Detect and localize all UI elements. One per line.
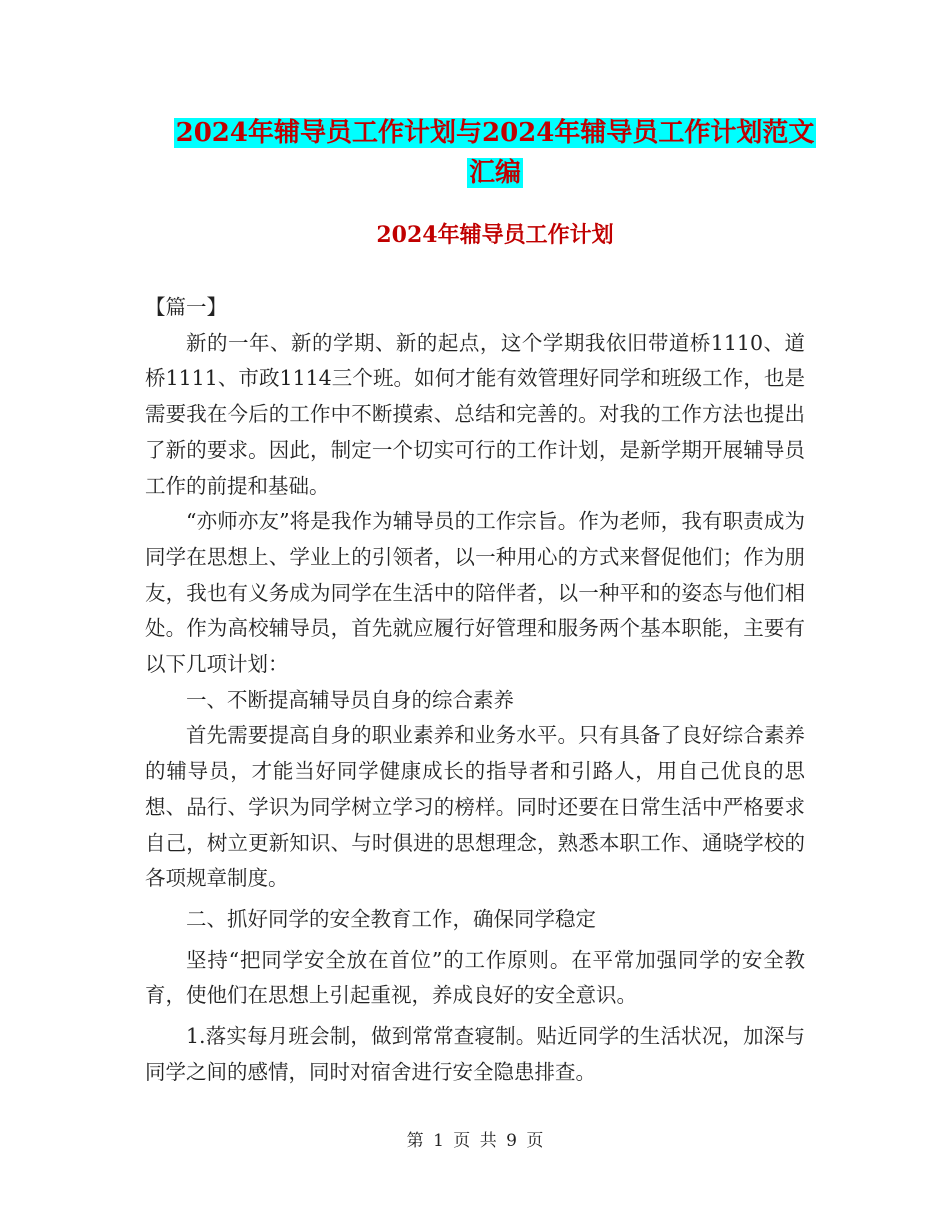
paragraph-intro: 新的一年、新的学期、新的起点，这个学期我依旧带道桥1110、道桥1111、市政1114三个班。如何才能有效管理好同学和班级工作，也是需要我在今后的工作中不断摸索、总结和完善的。对我的工作方法也提出了新的要求。因此，制定一个切实可行的工作计划，是新学期开展辅导员工作的前提和基础。 <box>145 330 805 498</box>
document-body <box>145 290 805 1090</box>
title-line-2: 汇编 <box>468 158 521 188</box>
title-line-1: 2024年辅导员工作计划与2024年辅导员工作计划范文 <box>175 118 815 148</box>
paragraph-work-principle: “亦师亦友”将是我作为辅导员的工作宗旨。作为老师，我有职责成为同学在思想上、学业上的引领者，以一种用心的方式来督促他们；作为朋友，我也有义务成为同学在生活中的陪伴者，以一种平和的姿态与他们相处。作为高校辅导员，首先就应履行好管理和服务两个基本职能，主要有以下几项计划： <box>145 509 805 677</box>
section-title: 2024年辅导员工作计划 <box>376 222 614 248</box>
page-footer: 第 1 页 共 9 页 <box>406 1131 544 1151</box>
document-title <box>140 113 850 193</box>
section-label: 【篇一】 <box>145 295 227 319</box>
paragraph-item-2: 坚持“把同学安全放在首位”的工作原则。在平常加强同学的安全教育，使他们在思想上引起重视，养成良好的安全意识。 <box>145 947 805 1008</box>
heading-item-1: 一、不断提高辅导员自身的综合素养 <box>186 687 514 712</box>
paragraph-item-2-1: 1.落实每月班会制，做到常常查寝制。贴近同学的生活状况，加深与同学之间的感情，同时对宿舍进行安全隐患排查。 <box>145 1024 805 1084</box>
heading-item-2: 二、抓好同学的安全教育工作，确保同学稳定 <box>186 906 596 931</box>
paragraph-item-1: 首先需要提高自身的职业素养和业务水平。只有具备了良好综合素养的辅导员，才能当好同学健康成长的指导者和引路人，用自己优良的思想、品行、学识为同学树立学习的榜样。同时还要在日常生活中严格要求自己，树立更新知识、与时俱进的思想理念，熟悉本职工作、通晓学校的各项规章制度。 <box>145 723 805 891</box>
